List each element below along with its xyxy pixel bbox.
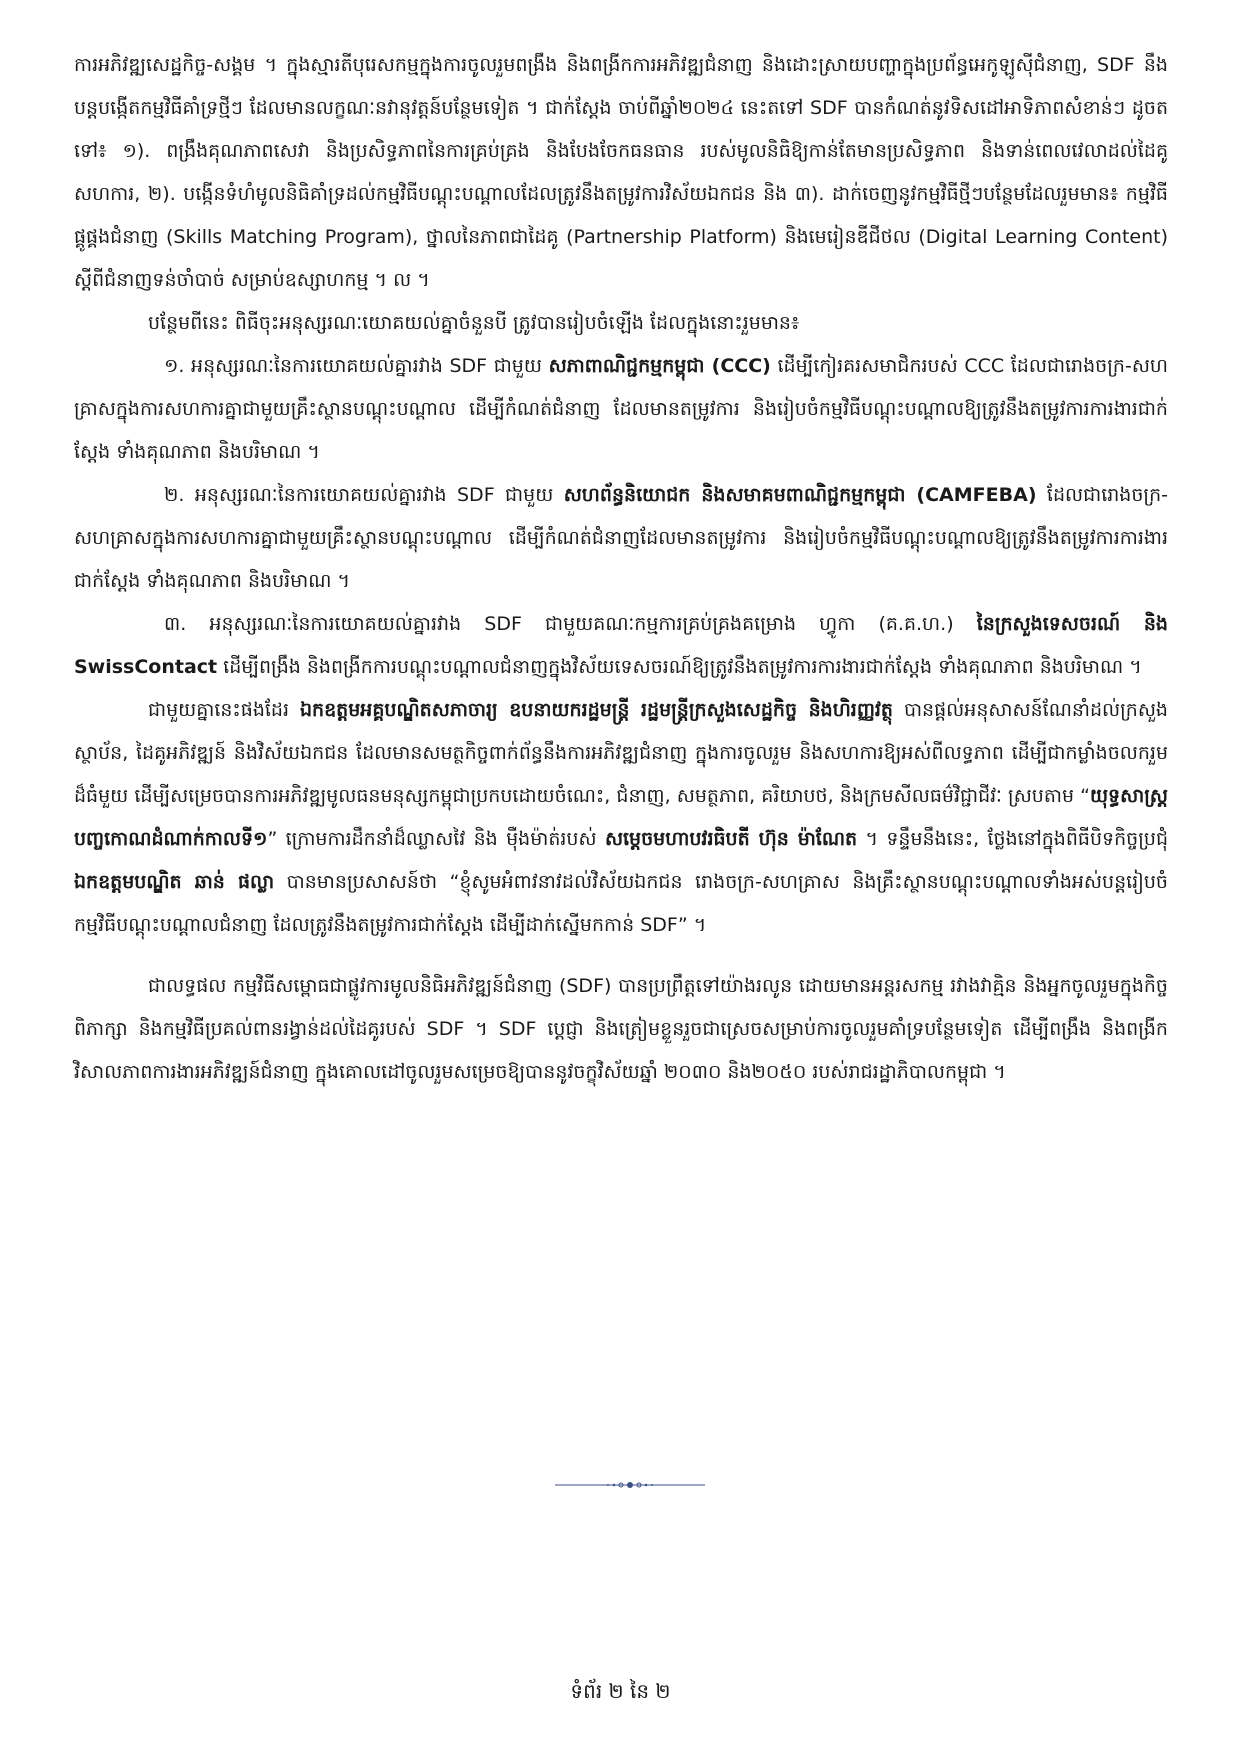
mou-camfeba-partner: សហព័ន្ធនិយោជក និងសមាគមពាណិជ្ជកម្មកម្ពុជា (CAMFEBA): [563, 484, 1037, 506]
recommendations-prime-minister: សម្ដេចមហាបវរធិបតី ហ៊ុន ម៉ាណែត: [604, 828, 858, 850]
decorative-divider-icon: [555, 1478, 705, 1492]
paragraph-mou-intro: បន្ថែមពីនេះ ពិធីចុះអនុស្សរណៈយោគយល់គ្នាចំនួនបី ត្រូវបានរៀបចំឡើង ដែលក្នុងនោះរួមមាន៖: [148, 312, 800, 334]
recommendations-strategy: យុទ្ធសាស្ត្របញ្ចកោណដំណាក់កាលទី១: [74, 785, 1168, 850]
recommendations-text-leadership: ” ក្រោមការដឹកនាំដ៏ឈ្លាសវៃ និង ម៉ឺងម៉ាត់របស់: [267, 828, 605, 850]
paragraph-conclusion: ជាលទ្ធផល កម្មវិធីសម្ពោធជាផ្លូវការមូលនិធិអភិវឌ្ឍន៍ជំនាញ (SDF) បានប្រព្រឹត្តទៅយ៉ាងរលូន ដោយមានអន្តរសកម្ម រវាងវាគ្មិន និងអ្នកចូលរួមក្នុងកិច្ចពិភាក្សា និងកម្មវិធីប្រគល់ពានរង្វាន់ដល់ដៃគូរបស់ SDF ។ SDF ប្ដេជ្ញា និងត្រៀមខ្លួនរួចជាស្រេចសម្រាប់ការចូលរួមគាំទ្របន្ថែមទៀត ដើម្បីពង្រឹង និងពង្រីកវិសាលភាពការងារអភិវឌ្ឍន៍ជំនាញ ក្នុងគោលដៅចូលរួមសម្រេចឱ្យបាននូវចក្ខុវិស័យឆ្នាំ ២០៣០ និង២០៥០ របស់រាជរដ្ឋាភិបាលកម្ពុជា ។: [74, 975, 1168, 1083]
recommendations-text-middle: បានផ្ដល់អនុសាសន៍ណែនាំដល់ក្រសួងស្ថាប័ន, ដៃគូអភិវឌ្ឍន៍ និងវិស័យឯកជន ដែលមានសមត្ថកិច្ចពាក់ព័ន្ធនឹងការអភិវឌ្ឍជំនាញ ក្នុងការចូលរួម និងសហការឱ្យអស់ពីលទ្ធភាព ដើម្បីជាកម្លាំងចលករួមដ៏ធំមួយ ដើម្បីសម្រេចបានការអភិវឌ្ឍមូលធនមនុស្សកម្ពុជាប្រកបដោយចំណេះ, ជំនាញ, សមត្ថភាព, គរិយាបថ, និងក្រមសីលធម៌វិជ្ជាជីវៈ ស្របតាម “: [74, 699, 1168, 807]
mou-tourism-text-end: ដើម្បីពង្រឹង និងពង្រីកការបណ្ដុះបណ្ដាលជំនាញក្នុងវិស័យទេសចរណ៍ឱ្យត្រូវនឹងតម្រូវការការងារជាក់ស្ដែង ទាំងគុណភាព និងបរិមាណ ។: [217, 656, 1142, 678]
page-number: ទំព័រ ២ នៃ ២: [570, 1679, 671, 1703]
recommendations-text-closing: ។ ទន្ទឹមនឹងនេះ, ថ្លែងនៅក្នុងពិធីបិទកិច្ចប្រជុំ: [857, 828, 1169, 850]
paragraph-intro: ការអភិវឌ្ឍសេដ្ឋកិច្ច-សង្គម ។ ក្នុងស្មារតីបុរេសកម្មក្នុងការចូលរួមពង្រឹង និងពង្រីកការអភិវឌ្ឍជំនាញ និងដោះស្រាយបញ្ហាក្នុងប្រព័ន្ធអេកូឡូស៊ីជំនាញ, SDF នឹងបន្តបង្កើតកម្មវិធីគាំទ្រថ្មីៗ ដែលមានលក្ខណៈនវានុវត្តន៍បន្ថែមទៀត ។ ជាក់ស្ដែង ចាប់ពីឆ្នាំ២០២៤ នេះតទៅ SDF បានកំណត់នូវទិសដៅអាទិភាពសំខាន់ៗ ដូចតទៅ៖ ១). ពង្រឹងគុណភាពសេវា និងប្រសិទ្ធភាពនៃការគ្រប់គ្រង និងបែងចែកធនធាន របស់មូលនិធិឱ្យកាន់តែមានប្រសិទ្ធភាព និងទាន់ពេលវេលាដល់ដៃគូសហការ, ២). បង្កើនទំហំមូលនិធិគាំទ្រដល់កម្មវិធីបណ្ដុះបណ្ដាលដែលត្រូវនឹងតម្រូវការវិស័យឯកជន និង ៣). ដាក់ចេញនូវកម្មវិធីថ្មីៗបន្ថែមដែលរួមមាន៖ កម្មវិធីផ្គូផ្គងជំនាញ (Skills Matching Program), ថ្នាលនៃភាពជាដៃគូ (Partnership Platform) និងមេរៀនឌីជីថល (Digital Learning Content) ស្ដីពីជំនាញទន់ចាំបាច់ សម្រាប់ឧស្សាហកម្ម ។ ល ។: [74, 54, 1168, 291]
list-item-mou-camfeba: [74, 474, 1168, 603]
document-body: [74, 44, 1168, 1094]
recommendations-quote: បានមានប្រសាសន៍ថា “ខ្ញុំសូមអំពាវនាវដល់វិស័យឯកជន រោងចក្រ-សហគ្រាស និងគ្រឹះស្ថានបណ្ដុះបណ្ដាលទាំងអស់បន្តរៀបចំកម្មវិធីបណ្ដុះបណ្ដាលជំនាញ ដែលត្រូវនឹងតម្រូវការជាក់ស្ដែង ដើម្បីដាក់ស្នើមកកាន់ SDF” ។: [74, 871, 1168, 936]
mou-ccc-text-end: ដើម្បីកៀរគរសមាជិករបស់ CCC ដែលជារោងចក្រ-សហគ្រាសក្នុងការសហការគ្នាជាមួយគ្រឹះស្ថានបណ្ដុះបណ្ដាល ដើម្បីកំណត់ជំនាញ ដែលមានតម្រូវការ និងរៀបចំកម្មវិធីបណ្ដុះបណ្ដាលឱ្យត្រូវនឹងតម្រូវការការងារជាក់ស្ដែង ទាំងគុណភាព និងបរិមាណ ។: [74, 355, 1168, 463]
list-item-mou-ccc: [74, 345, 1168, 474]
paragraph-recommendations: [74, 689, 1168, 947]
recommendations-speaker: ឯកឧត្តមបណ្ឌិត ឆាន់ ផល្លា: [74, 871, 275, 893]
recommendations-text-start: ជាមួយគ្នានេះផងដែរ: [148, 699, 300, 721]
mou-ccc-partner: សភាពាណិជ្ជកម្មកម្ពុជា (CCC): [548, 355, 771, 377]
recommendations-official: ឯកឧត្តមអគ្គបណ្ឌិតសភាចារ្យ ឧបនាយករដ្ឋមន្ត្រី រដ្ឋមន្ត្រីក្រសួងសេដ្ឋកិច្ច និងហិរញ្ញវត្ថុ: [299, 699, 893, 721]
list-item-mou-tourism: [74, 603, 1168, 689]
mou-tourism-text-start: ៣. អនុស្សរណៈនៃការយោគយល់គ្នារវាង SDF ជាមួយគណៈកម្មការគ្រប់គ្រងគម្រោង ហ្វូកា (គ.គ.ហ.): [164, 613, 977, 635]
mou-tourism-partner: នៃក្រសួងទេសចរណ៍ និង SwissContact: [74, 613, 1168, 678]
mou-camfeba-text-end: ដែលជារោងចក្រ-សហគ្រាសក្នុងការសហការគ្នាជាមួយគ្រឹះស្ថានបណ្ដុះបណ្ដាល ដើម្បីកំណត់ជំនាញដែលមានតម្រូវការ និងរៀបចំកម្មវិធីបណ្ដុះបណ្ដាលឱ្យត្រូវនឹងតម្រូវការការងារជាក់ស្ដែង ទាំងគុណភាព និងបរិមាណ ។: [74, 484, 1168, 592]
mou-camfeba-text-start: ២. អនុស្សរណៈនៃការយោគយល់គ្នារវាង SDF ជាមួយ: [164, 484, 564, 506]
mou-ccc-text-start: ១. អនុស្សរណៈនៃការយោគយល់គ្នារវាង SDF ជាមួយ: [164, 355, 549, 377]
